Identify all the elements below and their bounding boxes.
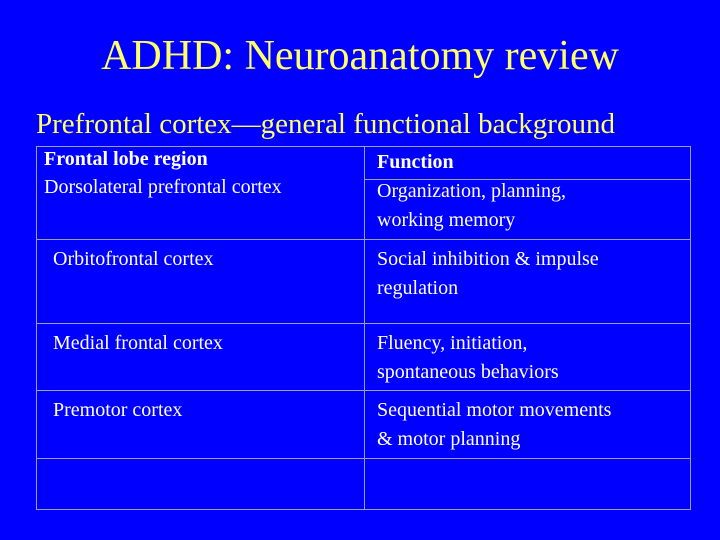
table-cell-region: Medial frontal cortex (53, 332, 223, 354)
table-cell-function: spontaneous behaviors (377, 361, 559, 383)
table-cell-region: Premotor cortex (53, 399, 183, 421)
table-cell-function: Organization, planning, (377, 180, 567, 202)
column-divider (364, 147, 365, 509)
slide-title: ADHD: Neuroanatomy review (101, 33, 619, 79)
table-cell-function: working memory (377, 209, 516, 231)
table-cell-function: Fluency, initiation, (377, 332, 528, 354)
table-cell-function: Sequential motor movements (377, 399, 612, 421)
table-cell-function: regulation (377, 277, 459, 299)
header-region: Frontal lobe region (44, 148, 208, 170)
slide-subtitle: Prefrontal cortex—general functional background (36, 108, 615, 140)
row-divider (37, 390, 690, 391)
table-cell-function: Social inhibition & impulse (377, 248, 599, 270)
table-cell-region: Orbitofrontal cortex (53, 248, 214, 270)
neuroanatomy-table (36, 146, 691, 510)
table-cell-region: Dorsolateral prefrontal cortex (44, 176, 282, 198)
row-divider (37, 458, 690, 459)
row-divider (37, 323, 690, 324)
row-divider (37, 239, 690, 240)
table-cell-function: & motor planning (377, 428, 521, 450)
header-function: Function (377, 151, 454, 173)
